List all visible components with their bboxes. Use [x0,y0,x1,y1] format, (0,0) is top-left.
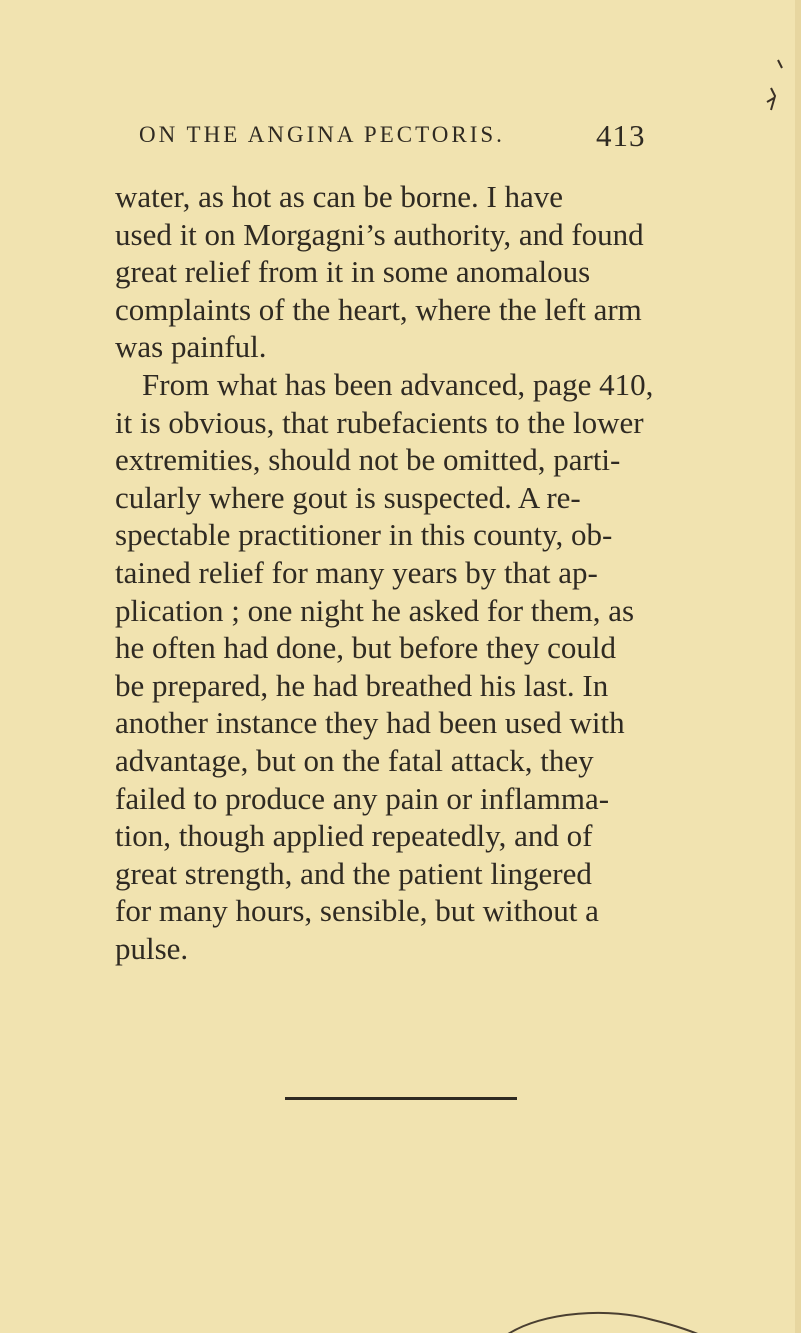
text-line: he often had done, but before they could [115,630,616,666]
margin-mark [749,58,785,118]
text-line: spectable practitioner in this county, ob- [115,517,613,553]
text-line: was painful. [115,329,267,365]
paragraph-start-line: From what has been advanced, page 410, [142,366,654,402]
text-line: for many hours, sensible, but without a [115,893,599,929]
text-line: advantage, but on the fatal attack, they [115,742,594,778]
text-line: tained relief for many years by that ap- [115,554,598,590]
text-line: it is obvious, that rubefacients to the lower [115,404,644,440]
text-line: great relief from it in some anomalous [115,254,591,290]
text-line: another instance they had been used with [115,705,625,741]
text-line: used it on Morgagni’s authority, and found [115,216,644,252]
running-head: ON THE ANGINA PECTORIS. [139,122,505,147]
text-line: be prepared, he had breathed his last. In [115,667,609,703]
text-line: plication ; one night he asked for them, as [115,592,635,628]
text-line: extremities, should not be omitted, parti- [115,442,621,478]
page-number: 413 [596,118,646,153]
text-line: water, as hot as can be borne. I have [115,179,564,214]
body-text [115,178,695,967]
text-line: pulse. [115,930,189,966]
text-line: great strength, and the patient lingered [115,855,592,891]
page-edge [795,0,801,1333]
end-rule [285,1097,517,1100]
page-curl-mark [503,1280,763,1333]
text-line: tion, though applied repeatedly, and of [115,818,593,854]
text-line: complaints of the heart, where the left arm [115,291,642,327]
text-line: cularly where gout is suspected. A re- [115,479,581,515]
text-line: failed to produce any pain or inflamma- [115,780,610,816]
